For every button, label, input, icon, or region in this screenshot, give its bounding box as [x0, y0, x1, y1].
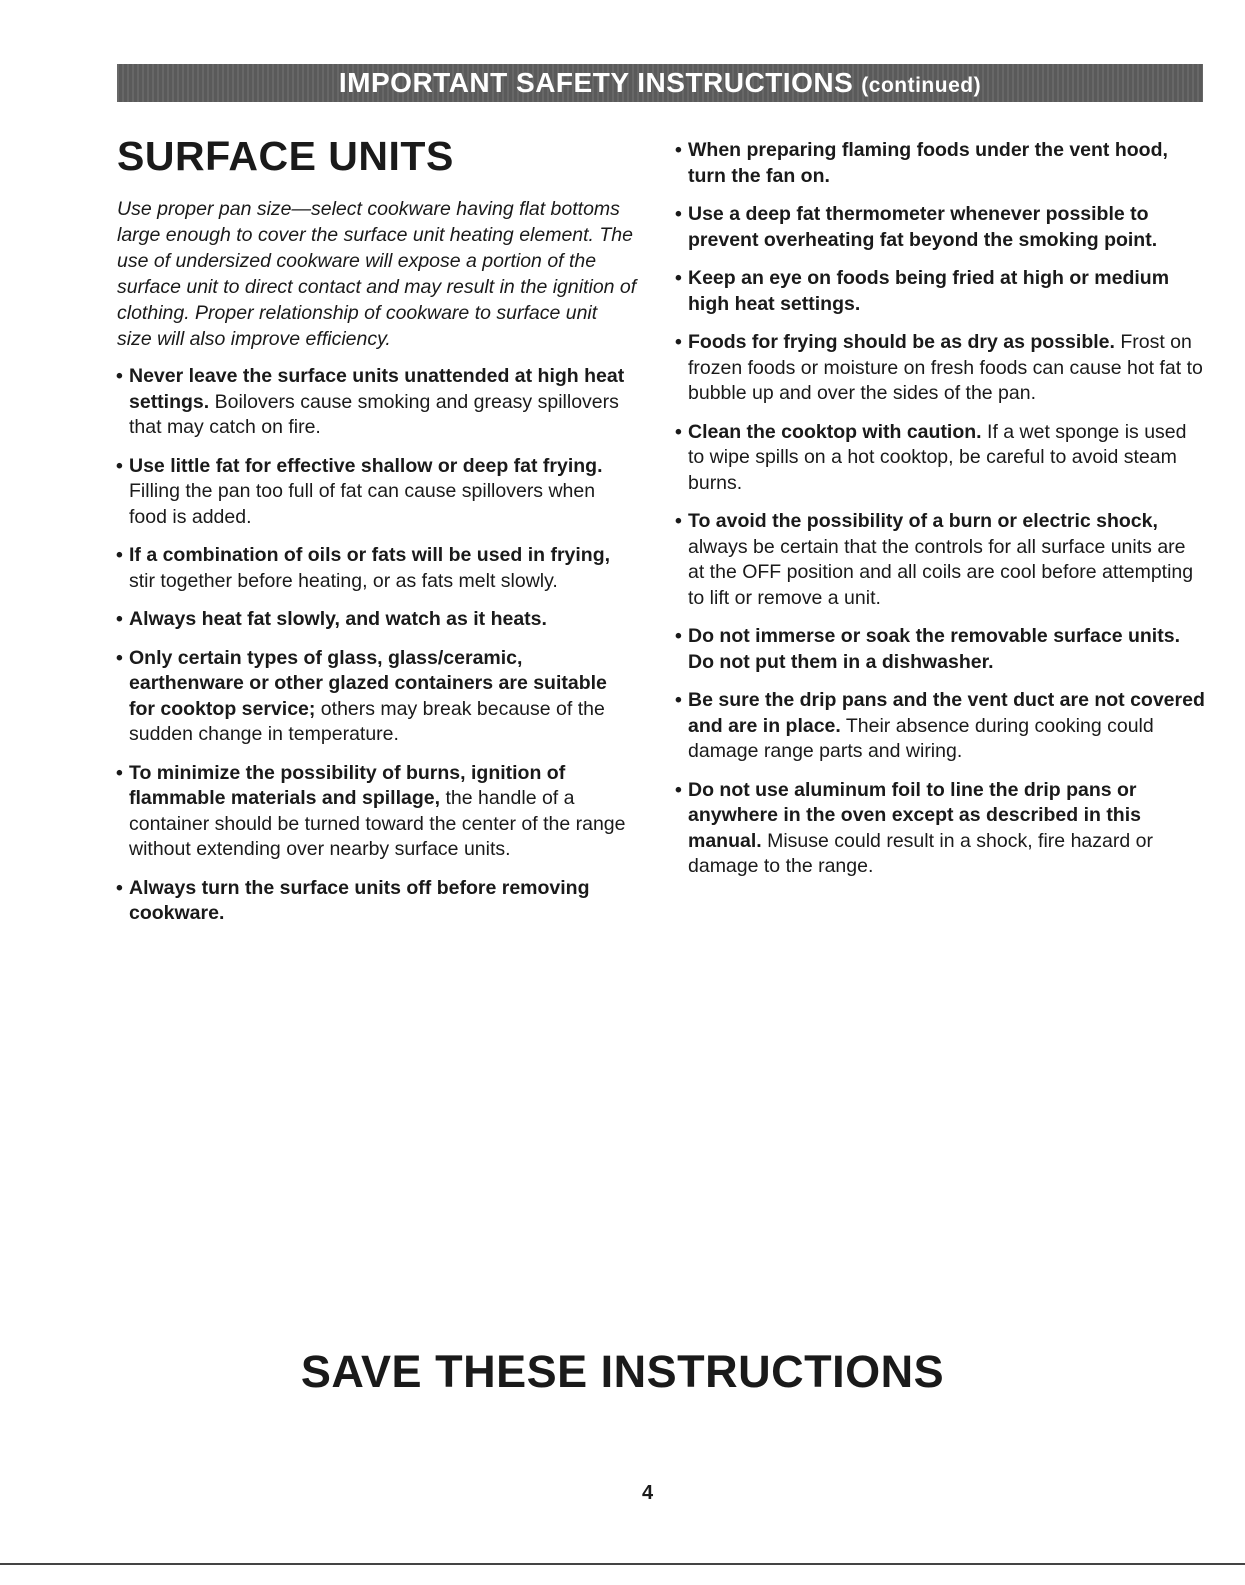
instruction-bold-text: If a combination of oils or fats will be used in frying,	[129, 544, 611, 566]
instruction-text: Their absence during cooking could damage range parts and wiring.	[688, 714, 1154, 762]
instruction-bold-text: When preparing flaming foods under the vent hood, turn the fan on.	[688, 139, 1168, 187]
instruction-text: others may break because of the sudden change in temperature.	[129, 697, 605, 745]
instruction-item	[117, 761, 637, 863]
instruction-item	[676, 420, 1206, 497]
instruction-item	[117, 543, 637, 594]
save-instructions-title: SAVE THESE INSTRUCTIONS	[300, 1346, 945, 1397]
instruction-text: Misuse could result in a shock, fire hazard or damage to the range.	[688, 829, 1153, 877]
header-banner	[117, 64, 1203, 102]
bottom-rule	[0, 1563, 1245, 1565]
bullet-icon: •	[116, 608, 123, 630]
instruction-text: stir together before heating, or as fats melt slowly.	[129, 569, 558, 592]
left-instruction-list	[117, 364, 637, 927]
instruction-bold-text: Use a deep fat thermometer whenever possible to prevent overheating fat beyond the smoking point.	[688, 203, 1158, 251]
bullet-icon: •	[116, 544, 123, 566]
bullet-icon: •	[116, 646, 123, 669]
bullet-icon: •	[675, 267, 682, 289]
instruction-bold-text: Use little fat for effective shallow or deep fat frying.	[129, 454, 603, 477]
bullet-icon: •	[675, 510, 682, 532]
instruction-bold-text: Never leave the surface units unattended at high heat settings.	[129, 365, 625, 413]
instruction-text: Frost on frozen foods or moisture on fresh foods can cause hot fat to bubble up and over the sides of the pan.	[688, 331, 1203, 404]
page-number: 4	[641, 1482, 654, 1504]
bullet-icon: •	[675, 139, 682, 161]
instruction-item	[676, 778, 1206, 880]
bullet-icon: •	[675, 331, 682, 353]
banner-title	[339, 67, 981, 99]
right-instruction-list	[676, 138, 1206, 880]
banner-suffix: (continued)	[861, 74, 982, 97]
bullet-icon: •	[116, 365, 123, 387]
left-column	[117, 132, 637, 940]
instruction-item	[117, 454, 637, 531]
instruction-item	[117, 646, 637, 748]
banner-title-text: IMPORTANT SAFETY INSTRUCTIONS	[338, 67, 854, 98]
instruction-bold-text: To avoid the possibility of a burn or electric shock,	[688, 510, 1158, 532]
instruction-bold-text: Foods for frying should be as dry as possible.	[688, 331, 1115, 353]
instruction-bold-text: Do not immerse or soak the removable surface units. Do not put them in a dishwasher.	[688, 625, 1180, 673]
bullet-icon: •	[675, 778, 682, 801]
bullet-icon: •	[116, 761, 123, 784]
bullet-icon: •	[675, 625, 682, 647]
instruction-item	[676, 202, 1206, 253]
instruction-bold-text: Keep an eye on foods being fried at high or medium high heat settings.	[688, 267, 1170, 315]
instruction-bold-text: Clean the cooktop with caution.	[688, 420, 982, 443]
bullet-icon: •	[675, 420, 682, 443]
instruction-bold-text: Always heat fat slowly, and watch as it heats.	[129, 608, 547, 630]
instruction-item	[117, 364, 637, 441]
instruction-bold-text: To minimize the possibility of burns, ignition of flammable materials and spillage,	[129, 761, 566, 809]
instruction-text: Boilovers cause smoking and greasy spillovers that may catch on fire.	[129, 390, 619, 438]
instruction-bold-text: Only certain types of glass, glass/ceramic, earthenware or other glazed containers are suitable for cooktop service;	[129, 646, 607, 720]
instruction-text: the handle of a container should be turned toward the center of the range without extending over nearby surface units.	[129, 787, 626, 860]
instruction-item	[676, 266, 1206, 317]
section-title: SURFACE UNITS	[117, 133, 454, 179]
intro-paragraph: Use proper pan size—select cookware having flat bottoms large enough to cover the surface unit heating element. The use of undersized cookware will expose a portion of the surface unit to direct contact and may result in the ignition of clothing. Proper relationship of cookware to surface unit size will also improve efficiency.	[117, 198, 637, 350]
bullet-icon: •	[116, 454, 123, 477]
instruction-text: always be certain that the controls for all surface units are at the OFF position and all coils are cool before attempting to lift or remove a unit.	[688, 535, 1194, 609]
instruction-item	[676, 688, 1206, 765]
instruction-item	[117, 607, 637, 633]
instruction-text: Filling the pan too full of fat can cause spillovers when food is added.	[129, 480, 596, 528]
instruction-item	[676, 624, 1206, 675]
instruction-bold-text: Always turn the surface units off before removing cookware.	[129, 876, 590, 924]
bullet-icon: •	[675, 689, 682, 711]
instruction-item	[676, 509, 1206, 611]
bullet-icon: •	[675, 203, 682, 225]
instruction-item	[676, 330, 1206, 407]
instruction-item	[676, 138, 1206, 189]
right-column	[676, 138, 1206, 893]
instruction-bold-text: Do not use aluminum foil to line the drip pans or anywhere in the oven except as described in this manual.	[688, 778, 1141, 852]
bullet-icon: •	[116, 876, 123, 899]
instruction-text: If a wet sponge is used to wipe spills on a hot cooktop, be careful to avoid steam burns.	[688, 420, 1187, 494]
instruction-item	[117, 876, 637, 927]
instruction-bold-text: Be sure the drip pans and the vent duct are not covered and are in place.	[688, 689, 1205, 737]
